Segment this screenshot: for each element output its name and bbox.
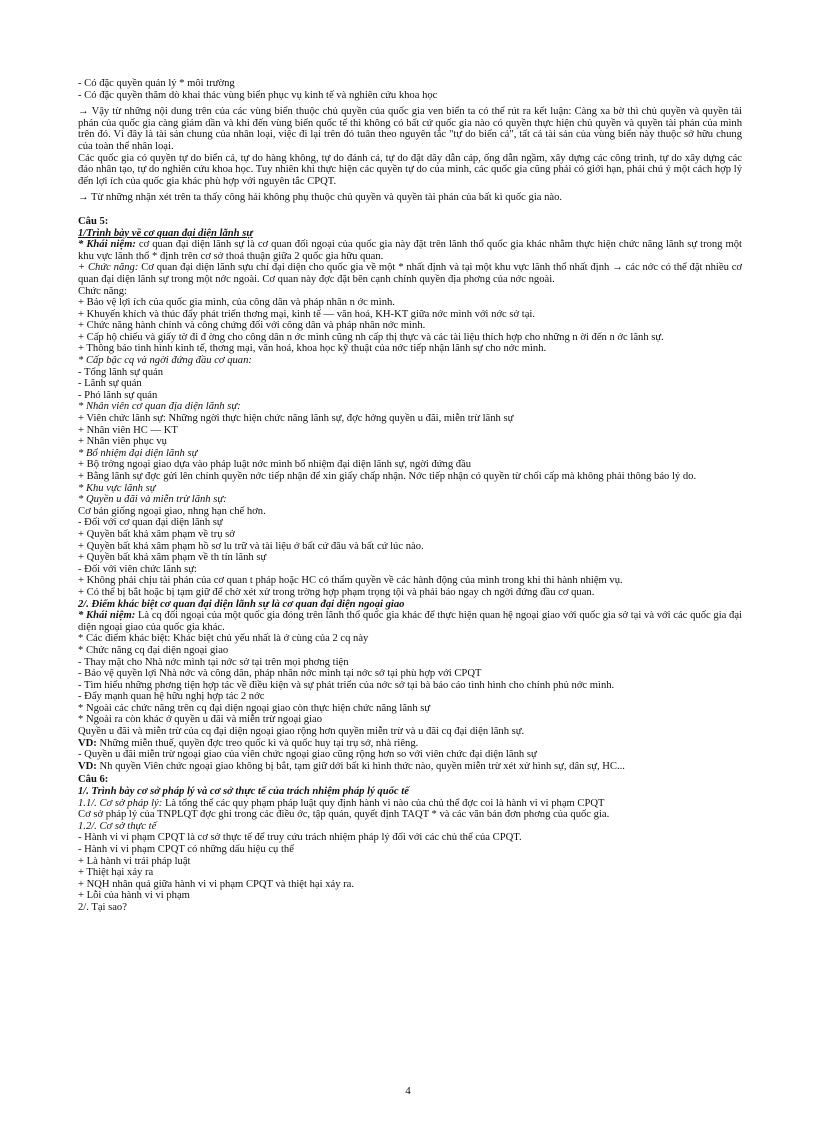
list-item: + Thông báo tình hình kinh tế, thơng mại, văn hoá, khoa học kỹ thuật của nớc tiếp nhận lãnh sự cho nớc mình. — [78, 343, 547, 355]
list-item: + Bảo vệ lợi ích của quốc gia mình, của công dân và pháp nhân n ớc mình. — [78, 297, 395, 309]
paragraph — [78, 239, 742, 262]
list-item: + Quyền bất khả xâm phạm về trụ sở — [78, 528, 235, 540]
subheading: * Nhân viên cơ quan địa diện lãnh sự: — [78, 401, 241, 413]
example-label: VD: — [78, 760, 97, 772]
list-item: + Quyền bất khả xâm phạm về th tín lãnh sự — [78, 552, 267, 564]
paragraph — [78, 262, 742, 285]
list-item: - Hành vi vi phạm CPQT có những dấu hiệu cụ thể — [78, 844, 294, 855]
term-label: 1.1/. Cơ sở pháp lý: — [78, 797, 163, 809]
section-heading: 2/. Điểm khác biệt cơ quan đại diện lãnh sự là cơ quan đại diện ngoại giao — [78, 598, 405, 610]
paragraph: → Từ những nhận xét trên ta thấy công hải không phụ thuộc chủ quyền và quyền tài phán của bất kì quốc gia nào. — [78, 192, 563, 204]
term-text: Là tổng thể các quy phạm pháp luật quy định hành vi nào của chủ thể đợc coi là hành vi vi phạm CPQT — [162, 797, 605, 809]
subheading: 1.2/. Cơ sở thực tế — [78, 820, 157, 832]
list-item: + Viên chức lãnh sự: Những ngời thực hiện chức năng lãnh sự, đợc hởng quyền u đãi, miễn trừ lãnh sự — [78, 413, 514, 425]
list-item: + Là hành vi trái pháp luật — [78, 855, 191, 867]
list-item: + Có thể bị bắt hoặc bị tạm giữ để chờ xét xử trong trờng hợp phạm trọng tội và phải báo ngay ch ngời đứng đầu cơ quan. — [78, 586, 595, 598]
list-item: - Đối với cơ quan đại diện lãnh sự — [78, 517, 223, 529]
list-item: - Tổng lãnh sự quán — [78, 366, 163, 378]
example-text: Nh quyền Viên chức ngoại giao không bị bắt, tạm giữ dới bất kì hình thức nào, quyền miễn trừ xét xử hình sự, dân sự, HC... — [96, 760, 625, 772]
question-heading: Câu 6: — [78, 774, 109, 786]
paragraph: Các quốc gia có quyền tự do biển cả, tự do hàng không, tự do đánh cá, tự do đặt dây dẫn cáp, ống dẫn ngầm, xây dựng các công trình, tự do xây dựng các đảo nhân tạo, tự do nghiên cứu khoa học. Tuy nhiên khi thực hiện các quyền tự do của mình, các quốc gia cũng phải có giới hạn, phải chú ý một cách hợp lý đến lợi ích của quốc gia khác phù hợp với nguyên tắc CPQT. — [78, 152, 742, 187]
list-item: + Quyền bất khả xâm phạm hồ sơ lu trữ và tài liệu ở bất cứ đâu và bất cứ lúc nào. — [78, 540, 424, 552]
list-item: * Các điểm khác biệt: Khác biệt chủ yếu nhất là ở cùng của 2 cq này — [78, 633, 369, 645]
section-heading: 1/. Trình bày cơ sở pháp lý và cơ sở thực tế của trách nhiệm pháp lý quốc tế — [78, 786, 409, 798]
list-item: - Đối với viên chức lãnh sự: — [78, 563, 197, 575]
paragraph — [78, 610, 742, 633]
list-item: + Cấp hộ chiếu và giấy tờ đi đ ờng cho công dân n ớc mình cũng nh cấp thị thực và các tài liệu thích hợp cho những n ời đến n ớc lãnh sự. — [78, 331, 664, 343]
subheading: * Bổ nhiệm đại diện lãnh sự — [78, 447, 198, 459]
example-text: Những miễn thuế, quyền đợc treo quốc kì và quốc huy tại trụ sở, nhà riêng. — [96, 737, 419, 749]
list-item: + Khuyến khích và thúc đẩy phát triển thơng mại, kinh tế — văn hoá, KH-KT giữa nớc mình với nớc sở tại. — [78, 308, 536, 320]
list-item: * Chức năng cq đại diện ngoại giao — [78, 644, 229, 656]
paragraph: → Vậy từ những nội dung trên của các vùng biển thuộc chủ quyền của quốc gia ven biển ta có thể rút ra kết luận: Càng xa bờ thì chủ quyền và quyền tài phán của quốc gia càng giảm dần và khi đến vùng biển quốc tế thì không có bất cứ quốc gia nào có quyền thực hiện chủ quyền và quyền tài phán của mình trên đó. Vì đây là tài sản chung của nhân loại, việc đi lại trên đó tuân theo nguyên tắc "tự do biển cả", tất cả tài sản của vùng biển này thuộc sở hữu chung của toàn thể nhân loại. — [78, 106, 742, 152]
list-item: + Thiệt hại xảy ra — [78, 867, 154, 879]
term-label: + Chức năng: — [78, 262, 139, 274]
list-item: + Chức năng hành chính và công chứng đối với công dân và pháp nhân nớc mình. — [78, 320, 426, 332]
list-item: + Bộ trởng ngoại giao dựa vào pháp luật nớc mình bổ nhiệm đại diện lãnh sự, ngời đứng đầu — [78, 459, 472, 471]
list-item: - Đẩy mạnh quan hệ hữu nghị hợp tác 2 nớc — [78, 691, 265, 703]
list-item: - Phó lãnh sự quán — [78, 389, 158, 401]
subheading: * Quyền u đãi và miễn trừ lãnh sự: — [78, 494, 227, 506]
list-item: + Bằng lãnh sự đợc gửi lên chính quyền nớc tiếp nhận để xin giấy chấp nhận. Nớc tiếp nhận có quyền từ chối cấp mà không phải thông báo lý do. — [78, 471, 697, 482]
text-line: - Có đặc quyền thăm dò khai thác vùng biển phục vụ kinh tế và nghiên cứu khoa học — [78, 89, 438, 101]
example-line — [78, 761, 742, 773]
list-item: - Bảo vệ quyền lợi Nhà nớc và công dân, pháp nhân nớc mình tại nớc sở tại phù hợp với CPQT — [78, 668, 482, 680]
page-number: 4 — [405, 1085, 411, 1097]
example-label: VD: — [78, 737, 97, 749]
list-item: + Nhân viên phục vụ — [78, 436, 167, 448]
text-line: Quyền u đãi và miễn trừ của cq đại diện ngoại giao rộng hơn quyền miễn trừ và u đãi cq đại diện lãnh sự. — [78, 726, 525, 738]
list-item: - Lãnh sự quán — [78, 378, 142, 390]
subheading: * Khu vực lãnh sự — [78, 482, 156, 494]
list-item: + Lỗi của hành vi vi phạm — [78, 890, 190, 902]
list-item: + Không phải chịu tài phán của cơ quan t pháp hoặc HC có thẩm quyền về các hành động của mình trong khi thi hành nhiệm vụ. — [78, 575, 623, 587]
list-item: + Nhân viên HC — KT — [78, 424, 178, 436]
term-text: Cơ quan đại diện lãnh sựu chỉ đại diện cho quốc gia về một * nhất định và tại một khu vực lãnh thổ nhất định → các nớc có thể đặt nhiều cơ quan đại diện lãnh sự trong một nớc ngoài. Cơ quan này đợc đặt bên cạnh chính quyền địa phơng của nớc ngoài. — [78, 262, 743, 285]
text-line: 2/. Tại sao? — [78, 901, 127, 913]
list-item: - Quyền u đãi miễn trừ ngoại giao của viên chức ngoại giao cũng rộng hơn so với viên chức đại diện lãnh sự — [78, 749, 537, 761]
term-text: cơ quan đại diện lãnh sự là cơ quan đối ngoại của quốc gia này đặt trên lãnh thổ quốc gia khác nhằm thực hiện chức năng lãnh sự trong một khu vực lãnh thổ * định trên cơ sở thoả thuận giữa 2 quốc gia hữu quan. — [78, 239, 742, 262]
term-label: * Khái niệm: — [78, 610, 136, 622]
example-line — [78, 738, 742, 750]
text-line: Cơ bản giống ngoại giao, nhng hạn chế hơn. — [78, 505, 266, 517]
list-item: - Thay mặt cho Nhà nớc mình tại nớc sở tại trên mọi phơng tiện — [78, 656, 349, 668]
text-line: Chức năng: — [78, 285, 127, 297]
paragraph — [78, 798, 742, 810]
question-heading: Câu 5: — [78, 215, 109, 227]
subheading: * Cấp bậc cq và ngời đứng đầu cơ quan: — [78, 355, 252, 367]
section-heading: 1/Trình bày về cơ quan đại diện lãnh sự — [78, 227, 253, 239]
term-label: * Khái niệm: — [78, 239, 136, 251]
paragraph: Cơ sở pháp lý của TNPLQT đợc ghi trong các điều ớc, tập quán, quyết định TAQT * và các văn bản đơn phơng của quốc gia. — [78, 809, 610, 821]
text-line: - Có đặc quyền quản lý * môi trường — [78, 78, 235, 89]
list-item: * Ngoài ra còn khác ở quyền u đãi và miễn trừ ngoại giao — [78, 714, 323, 726]
term-text: Là cq đối ngoại của một quốc gia đóng trên lãnh thổ quốc gia khác để thực hiện quan hệ ngoại giao với quốc gia sở tại và với các quốc gia đại diện ngoại giao của quốc gia khác. — [78, 610, 742, 633]
list-item: + NQH nhân quả giữa hành vi vi phạm CPQT và thiệt hại xảy ra. — [78, 878, 355, 890]
list-item: * Ngoài các chức năng trên cq đại diện ngoại giao còn thực hiện chức năng lãnh sự — [78, 702, 431, 714]
list-item: - Tìm hiểu những phơng tiện hợp tác về điều kiện và sự phát triển của nớc sở tại bà báo cáo tình hình cho chính phủ nớc mình. — [78, 679, 615, 691]
list-item: - Hành vi vi phạm CPQT là cơ sở thực tế để truy cứu trách nhiệm pháp lý đối với các chủ thể của CPQT. — [78, 832, 522, 844]
document-page — [78, 78, 742, 914]
